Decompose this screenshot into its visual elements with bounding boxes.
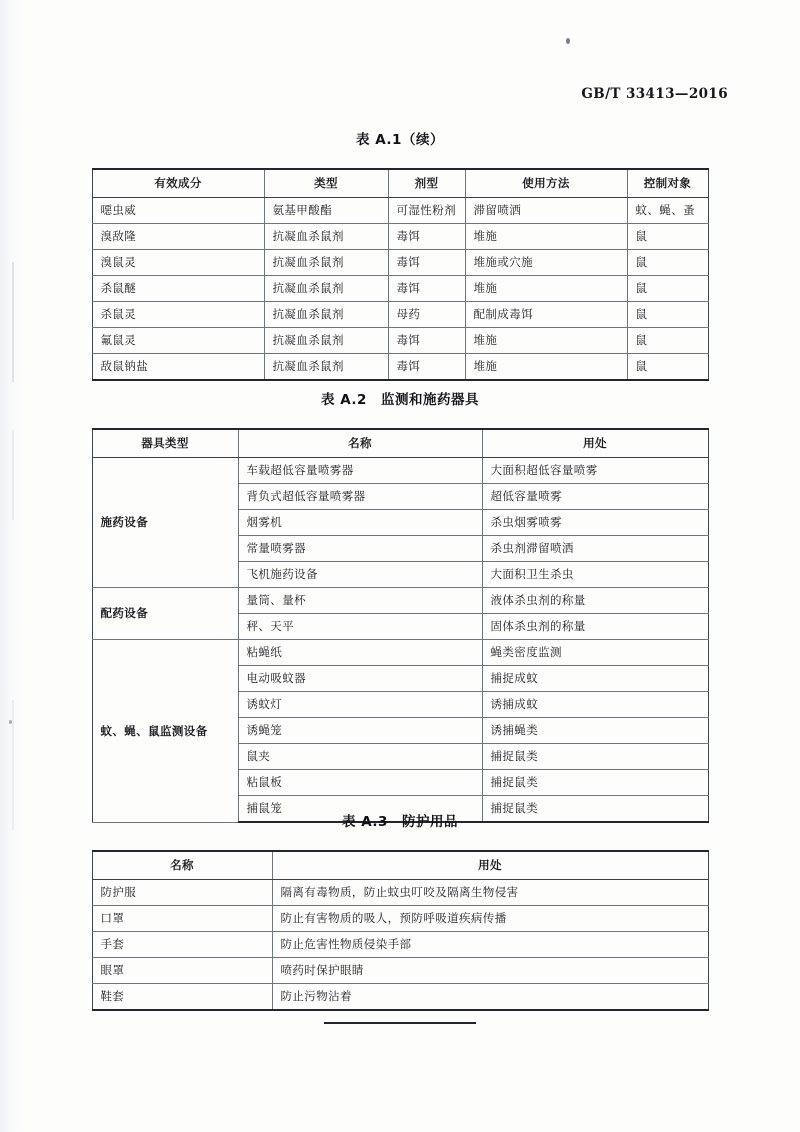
table-row xyxy=(92,276,708,302)
cell-use: 防止有害物质的吸人，预防呼吸道疾病传播 xyxy=(272,906,708,932)
cell-group-type: 蚊、蝇、鼠监测设备 xyxy=(92,640,238,823)
cell-name: 粘蝇纸 xyxy=(238,640,482,666)
cell-type: 抗凝血杀鼠剂 xyxy=(264,250,388,276)
cell-group-type: 配药设备 xyxy=(92,588,238,640)
cell-group-type: 施药设备 xyxy=(92,458,238,588)
table-a1-caption: 表 A.1（续） xyxy=(356,132,444,148)
cell-type: 抗凝血杀鼠剂 xyxy=(264,302,388,328)
cell-formulation: 毒饵 xyxy=(388,328,465,354)
cell-name: 捕鼠笼 xyxy=(238,796,482,823)
table-row xyxy=(92,328,708,354)
table-a2-header-row xyxy=(92,429,708,458)
cell-use: 捕捉鼠类 xyxy=(482,744,708,770)
cell-target: 蚊、蝇、蚤 xyxy=(627,198,708,224)
cell-name: 飞机施药设备 xyxy=(238,562,482,588)
cell-use: 防止危害性物质侵染手部 xyxy=(272,932,708,958)
table-a2-col-use: 用处 xyxy=(482,429,708,458)
cell-use: 杀虫剂滞留喷洒 xyxy=(482,536,708,562)
cell-name: 手套 xyxy=(92,932,272,958)
cell-use: 隔离有毒物质，防止蚊虫叮咬及隔离生物侵害 xyxy=(272,880,708,906)
cell-use: 大面积卫生杀虫 xyxy=(482,562,708,588)
cell-method: 堆施 xyxy=(465,224,627,250)
cell-name: 鼠夹 xyxy=(238,744,482,770)
cell-name: 诱蝇笼 xyxy=(238,718,482,744)
end-of-document-rule xyxy=(324,1022,476,1024)
table-row xyxy=(92,250,708,276)
cell-name: 鞋套 xyxy=(92,984,272,1011)
cell-use: 液体杀虫剂的称量 xyxy=(482,588,708,614)
table-a3-col-use: 用处 xyxy=(272,851,708,880)
cell-active-ingredient: 噁虫威 xyxy=(92,198,264,224)
table-a1-col-active-ingredient: 有效成分 xyxy=(92,169,264,198)
cell-name: 粘鼠板 xyxy=(238,770,482,796)
cell-use: 诱捕成蚊 xyxy=(482,692,708,718)
table-a1-body xyxy=(92,198,708,381)
table-a2-col-name: 名称 xyxy=(238,429,482,458)
cell-name: 背负式超低容量喷雾器 xyxy=(238,484,482,510)
table-a3-body xyxy=(92,880,708,1011)
standard-number-header: GB/T 33413—2016 xyxy=(581,86,728,102)
cell-method: 配制成毒饵 xyxy=(465,302,627,328)
table-row xyxy=(92,354,708,381)
cell-method: 堆施 xyxy=(465,276,627,302)
cell-formulation: 毒饵 xyxy=(388,354,465,381)
cell-use: 捕捉鼠类 xyxy=(482,770,708,796)
table-a3-col-name: 名称 xyxy=(92,851,272,880)
table-a2-col-equipment-type: 器具类型 xyxy=(92,429,238,458)
cell-active-ingredient: 氟鼠灵 xyxy=(92,328,264,354)
table-a2-block xyxy=(0,388,800,823)
table-a3-block xyxy=(0,810,800,1011)
cell-name: 烟雾机 xyxy=(238,510,482,536)
table-row xyxy=(92,588,708,614)
cell-active-ingredient: 杀鼠灵 xyxy=(92,302,264,328)
table-a3 xyxy=(92,850,709,1011)
cell-formulation: 毒饵 xyxy=(388,276,465,302)
cell-type: 抗凝血杀鼠剂 xyxy=(264,276,388,302)
cell-name: 电动吸蚊器 xyxy=(238,666,482,692)
table-a1-col-type: 类型 xyxy=(264,169,388,198)
table-a3-header-row xyxy=(92,851,708,880)
cell-type: 氨基甲酸酯 xyxy=(264,198,388,224)
cell-name: 眼罩 xyxy=(92,958,272,984)
cell-use: 防止污物沾着 xyxy=(272,984,708,1011)
cell-use: 喷药时保护眼睛 xyxy=(272,958,708,984)
table-a1-col-method: 使用方法 xyxy=(465,169,627,198)
cell-name: 防护服 xyxy=(92,880,272,906)
cell-type: 抗凝血杀鼠剂 xyxy=(264,224,388,250)
table-row xyxy=(92,302,708,328)
table-row xyxy=(92,906,708,932)
cell-method: 堆施或穴施 xyxy=(465,250,627,276)
cell-target: 鼠 xyxy=(627,276,708,302)
table-row xyxy=(92,984,708,1011)
table-row xyxy=(92,198,708,224)
table-row xyxy=(92,958,708,984)
cell-name: 秤、天平 xyxy=(238,614,482,640)
scan-speck xyxy=(566,38,570,44)
cell-method: 滞留喷洒 xyxy=(465,198,627,224)
cell-formulation: 毒饵 xyxy=(388,250,465,276)
cell-use: 杀虫烟雾喷雾 xyxy=(482,510,708,536)
table-a3-caption: 表 A.3 防护用品 xyxy=(342,814,458,830)
cell-name: 车载超低容量喷雾器 xyxy=(238,458,482,484)
table-row xyxy=(92,224,708,250)
cell-target: 鼠 xyxy=(627,354,708,381)
table-a1-block xyxy=(0,128,800,381)
cell-name: 口罩 xyxy=(92,906,272,932)
cell-use: 超低容量喷雾 xyxy=(482,484,708,510)
table-a1 xyxy=(92,168,709,381)
table-a1-col-target: 控制对象 xyxy=(627,169,708,198)
cell-method: 堆施 xyxy=(465,328,627,354)
cell-active-ingredient: 溴鼠灵 xyxy=(92,250,264,276)
table-row xyxy=(92,458,708,484)
table-row xyxy=(92,640,708,666)
cell-use: 固体杀虫剂的称量 xyxy=(482,614,708,640)
table-row xyxy=(92,880,708,906)
table-row xyxy=(92,932,708,958)
cell-active-ingredient: 杀鼠醚 xyxy=(92,276,264,302)
table-a2-caption: 表 A.2 监测和施药器具 xyxy=(321,392,479,408)
cell-use: 蝇类密度监测 xyxy=(482,640,708,666)
cell-active-ingredient: 溴敌隆 xyxy=(92,224,264,250)
table-a1-header-row xyxy=(92,169,708,198)
cell-formulation: 毒饵 xyxy=(388,224,465,250)
cell-use: 诱捕蝇类 xyxy=(482,718,708,744)
cell-use: 捕捉鼠类 xyxy=(482,796,708,823)
cell-formulation: 可湿性粉剂 xyxy=(388,198,465,224)
cell-type: 抗凝血杀鼠剂 xyxy=(264,328,388,354)
cell-use: 捕捉成蚊 xyxy=(482,666,708,692)
cell-type: 抗凝血杀鼠剂 xyxy=(264,354,388,381)
cell-name: 量筒、量杯 xyxy=(238,588,482,614)
cell-active-ingredient: 敌鼠钠盐 xyxy=(92,354,264,381)
cell-name: 诱蚊灯 xyxy=(238,692,482,718)
cell-use: 大面积超低容量喷雾 xyxy=(482,458,708,484)
cell-target: 鼠 xyxy=(627,302,708,328)
cell-target: 鼠 xyxy=(627,328,708,354)
cell-target: 鼠 xyxy=(627,250,708,276)
cell-formulation: 母药 xyxy=(388,302,465,328)
table-a2 xyxy=(92,428,709,823)
cell-target: 鼠 xyxy=(627,224,708,250)
table-a2-body xyxy=(92,458,708,823)
cell-method: 堆施 xyxy=(465,354,627,381)
table-a1-col-formulation: 剂型 xyxy=(388,169,465,198)
cell-name: 常量喷雾器 xyxy=(238,536,482,562)
